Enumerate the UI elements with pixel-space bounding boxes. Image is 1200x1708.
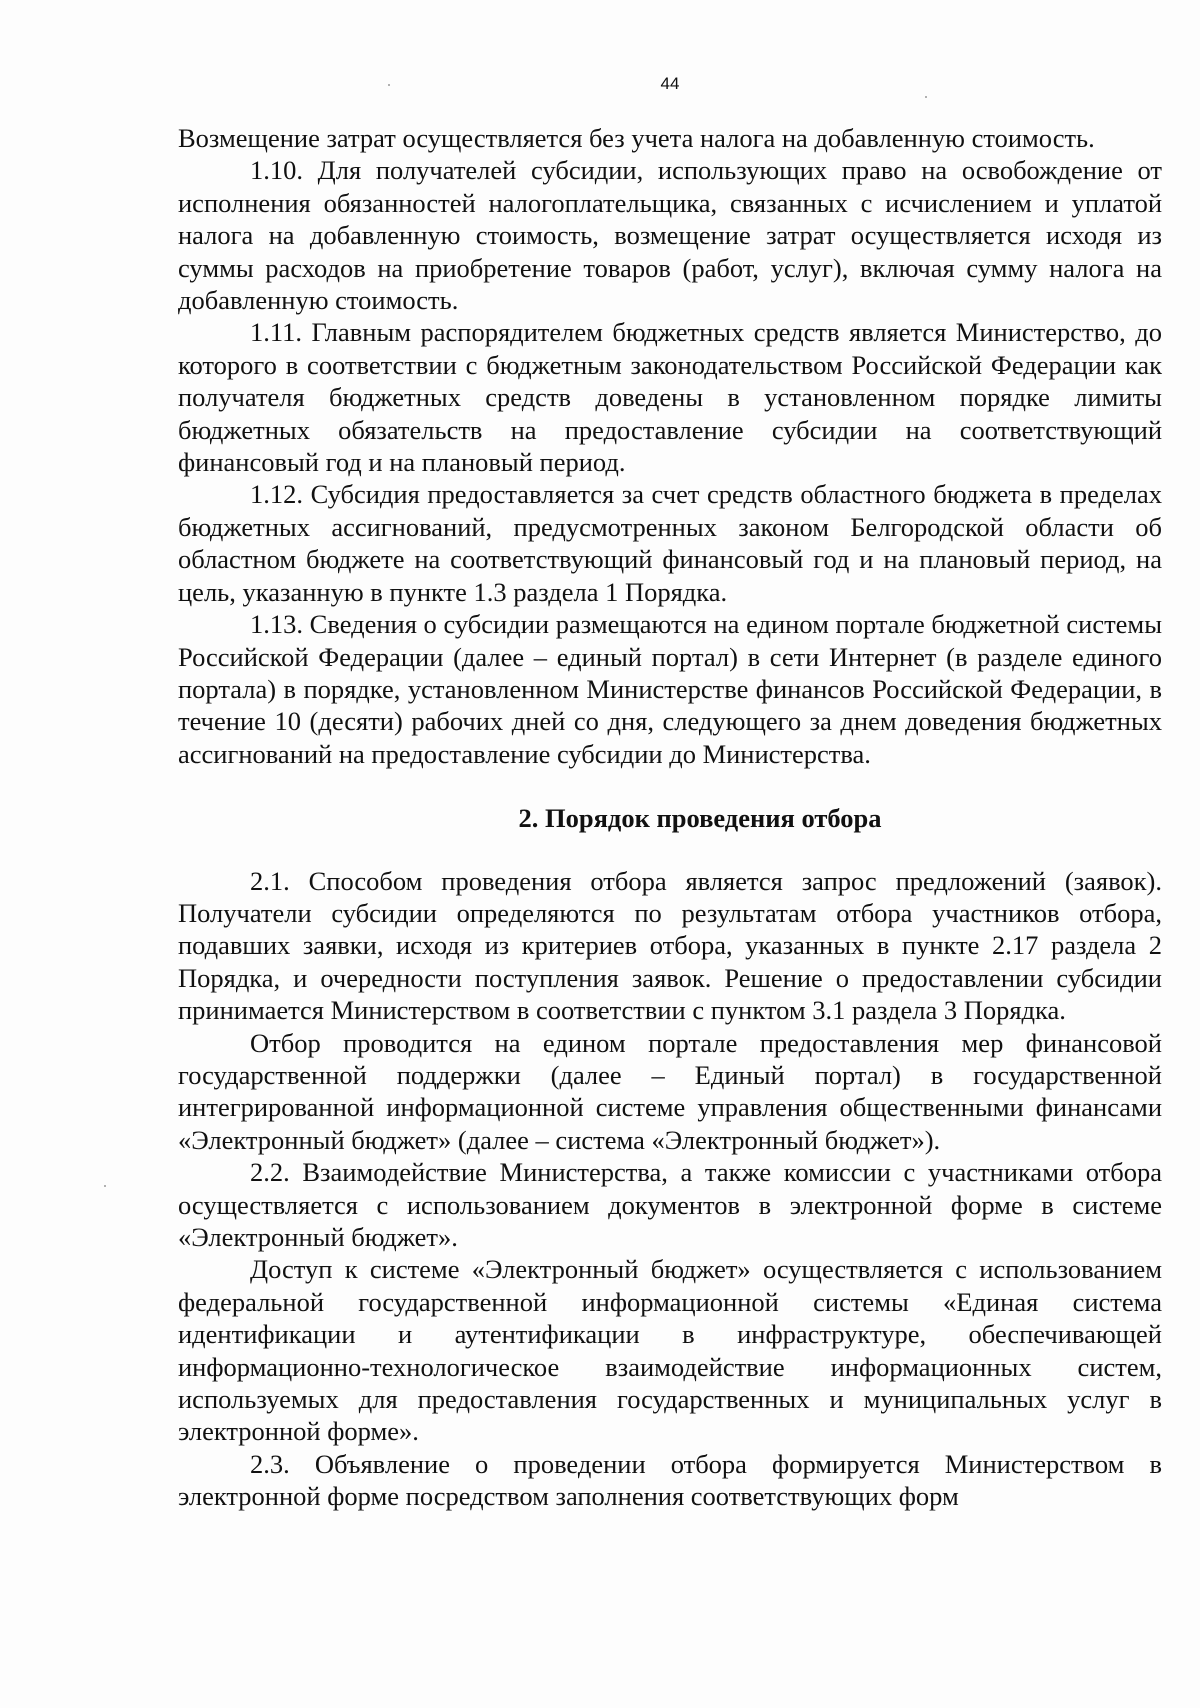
paragraph-1-11: 1.11. Главным распорядителем бюджетных средств является Министерство, до которого в соответствии с бюджетным законодательством Российской Федерации как получателя бюджетных средств доведены в установленном порядке лимиты бюджетных обязательств на предоставление субсидии на соответствующий финансовый год и на плановый период.: [178, 317, 1162, 478]
section-heading-2: 2. Порядок проведения отбора: [518, 803, 882, 834]
paragraph-2-3: 2.3. Объявление о проведении отбора формируется Министерством в электронной форме посредством заполнения соответствующих форм: [178, 1448, 1162, 1512]
paragraph-2-1: 2.1. Способом проведения отбора является запрос предложений (заявок). Получатели субсидии определяются по результатам отбора участников отбора, подавших заявки, исходя из критериев отбора, указанных в пункте 2.17 раздела 2 Порядка, и очередности поступления заявок. Решение о предоставлении субсидии принимается Министерством в соответствии с пунктом 3.1 раздела 3 Порядка.: [178, 865, 1162, 1026]
paragraph-intro: Возмещение затрат осуществляется без учета налога на добавленную стоимость.: [178, 123, 1095, 153]
paragraph-1-12: 1.12. Субсидия предоставляется за счет средств областного бюджета в пределах бюджетных ассигнований, предусмотренных законом Белгородской области об областном бюджете на соответствующий финансовый год и на плановый период, на цель, указанную в пункте 1.3 раздела 1 Порядка.: [178, 479, 1162, 607]
paragraph-2-1-continued: Отбор проводится на едином портале предоставления мер финансовой государственной поддержки (далее – Единый портал) в государственной интегрированной информационной системе управления общественными финансами «Электронный бюджет» (далее – система «Электронный бюджет»).: [178, 1027, 1162, 1155]
scan-speck: [388, 84, 390, 86]
paragraph-1-13: 1.13. Сведения о субсидии размещаются на едином портале бюджетной системы Российской Федерации (далее – единый портал) в сети Интернет (в разделе единого портала) в порядке, установленном Министерстве финансов Российской Федерации, в течение 10 (десяти) рабочих дней со дня, следующего за днем доведения бюджетных ассигнований на предоставление субсидии до Министерства.: [178, 609, 1162, 769]
page-number: 44: [660, 74, 680, 93]
document-body: [178, 122, 1162, 1513]
paragraph-2-2: 2.2. Взаимодействие Министерства, а также комиссии с участниками отбора осуществляется с использованием документов в электронной форме в системе «Электронный бюджет».: [178, 1157, 1162, 1252]
scan-speck: [104, 1185, 106, 1187]
paragraph-2-2-continued: Доступ к системе «Электронный бюджет» осуществляется с использованием федеральной государственной информационной системы «Единая система идентификации и аутентификации в инфраструктуре, обеспечивающей информационно-технологическое взаимодействие информационных систем, используемых для предоставления государственных и муниципальных услуг в электронной форме».: [178, 1254, 1162, 1447]
scan-speck: [925, 96, 927, 98]
paragraph-1-10: 1.10. Для получателей субсидии, использующих право на освобождение от исполнения обязанностей налогоплательщика, связанных с исчислением и уплатой налога на добавленную стоимость, возмещение затрат осуществляется исходя из суммы расходов на приобретение товаров (работ, услуг), включая сумму налога на добавленную стоимость.: [178, 155, 1162, 316]
